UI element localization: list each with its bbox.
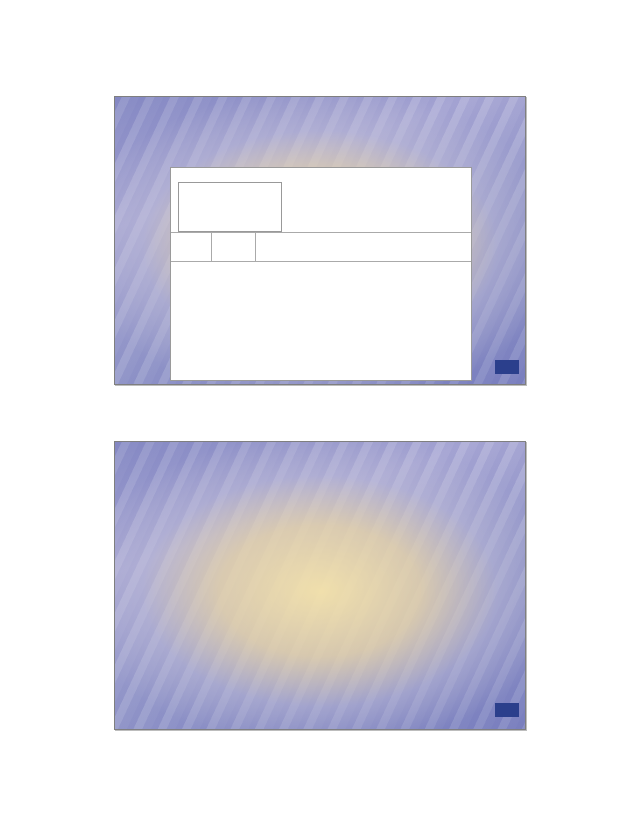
slide-number [495, 703, 519, 717]
slide-14 [114, 441, 526, 730]
slide-13 [114, 96, 526, 385]
column-header-success [171, 233, 211, 261]
table-header-row [171, 232, 471, 262]
slide-number [495, 360, 519, 374]
column-header-sufficient [211, 233, 256, 261]
assessment-summary-table [170, 167, 472, 381]
column-header-category [255, 233, 480, 261]
legend-box [178, 182, 282, 232]
slide-background [115, 442, 525, 729]
